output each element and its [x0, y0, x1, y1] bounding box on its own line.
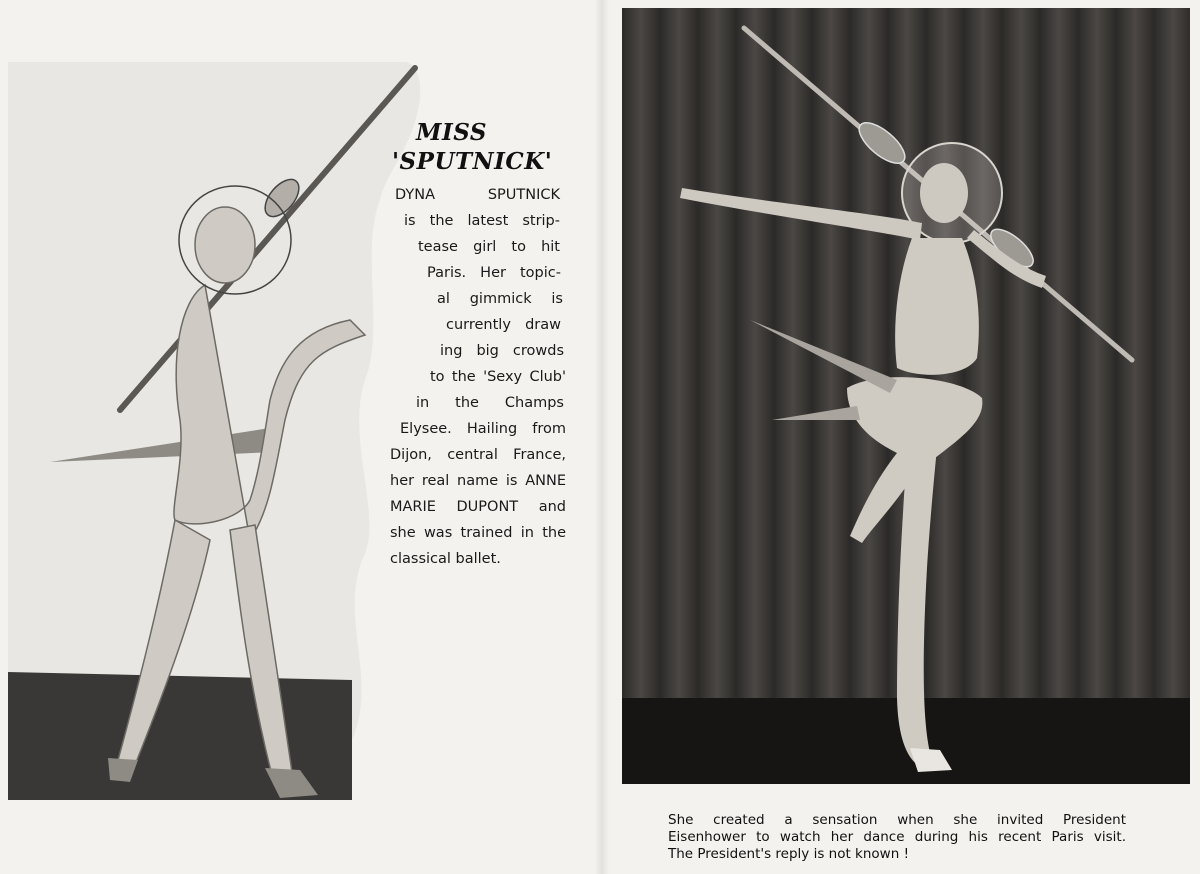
- article-line: currently draw: [446, 317, 561, 333]
- article-line: MARIE DUPONT and: [390, 499, 566, 515]
- headline-line-2: 'SPUTNICK': [392, 148, 553, 175]
- caption-line: Eisenhower to watch her dance during his recent Paris visit.: [668, 829, 1126, 845]
- dancer-torso: [895, 238, 979, 375]
- article-line: Elysee. Hailing from: [400, 421, 566, 437]
- figure-head: [195, 207, 255, 283]
- article-line: classical ballet.: [390, 551, 501, 567]
- caption-line: She created a sensation when she invited President: [668, 812, 1126, 828]
- article-line: Paris. Her topic-: [427, 265, 561, 281]
- article-line: to the 'Sexy Club': [430, 369, 566, 385]
- article-line: in the Champs: [416, 395, 564, 411]
- article-line: al gimmick is: [437, 291, 563, 307]
- dancer-head: [920, 163, 968, 223]
- article-line: she was trained in the: [390, 525, 566, 541]
- right-photo: [622, 8, 1190, 784]
- article-line: DYNA SPUTNICK: [395, 187, 560, 203]
- article-text: [386, 182, 570, 572]
- headline: [390, 118, 590, 176]
- article-line: is the latest strip-: [404, 213, 560, 229]
- headline-line-1: MISS: [416, 119, 487, 146]
- caption-line: The President's reply is not known !: [668, 846, 909, 862]
- article-line: ing big crowds: [440, 343, 564, 359]
- article-line: her real name is ANNE: [390, 473, 566, 489]
- article-line: tease girl to hit: [418, 239, 560, 255]
- article-line: Dijon, central France,: [390, 447, 566, 463]
- stage-scene: [622, 8, 1190, 784]
- photo-caption: [668, 812, 1126, 863]
